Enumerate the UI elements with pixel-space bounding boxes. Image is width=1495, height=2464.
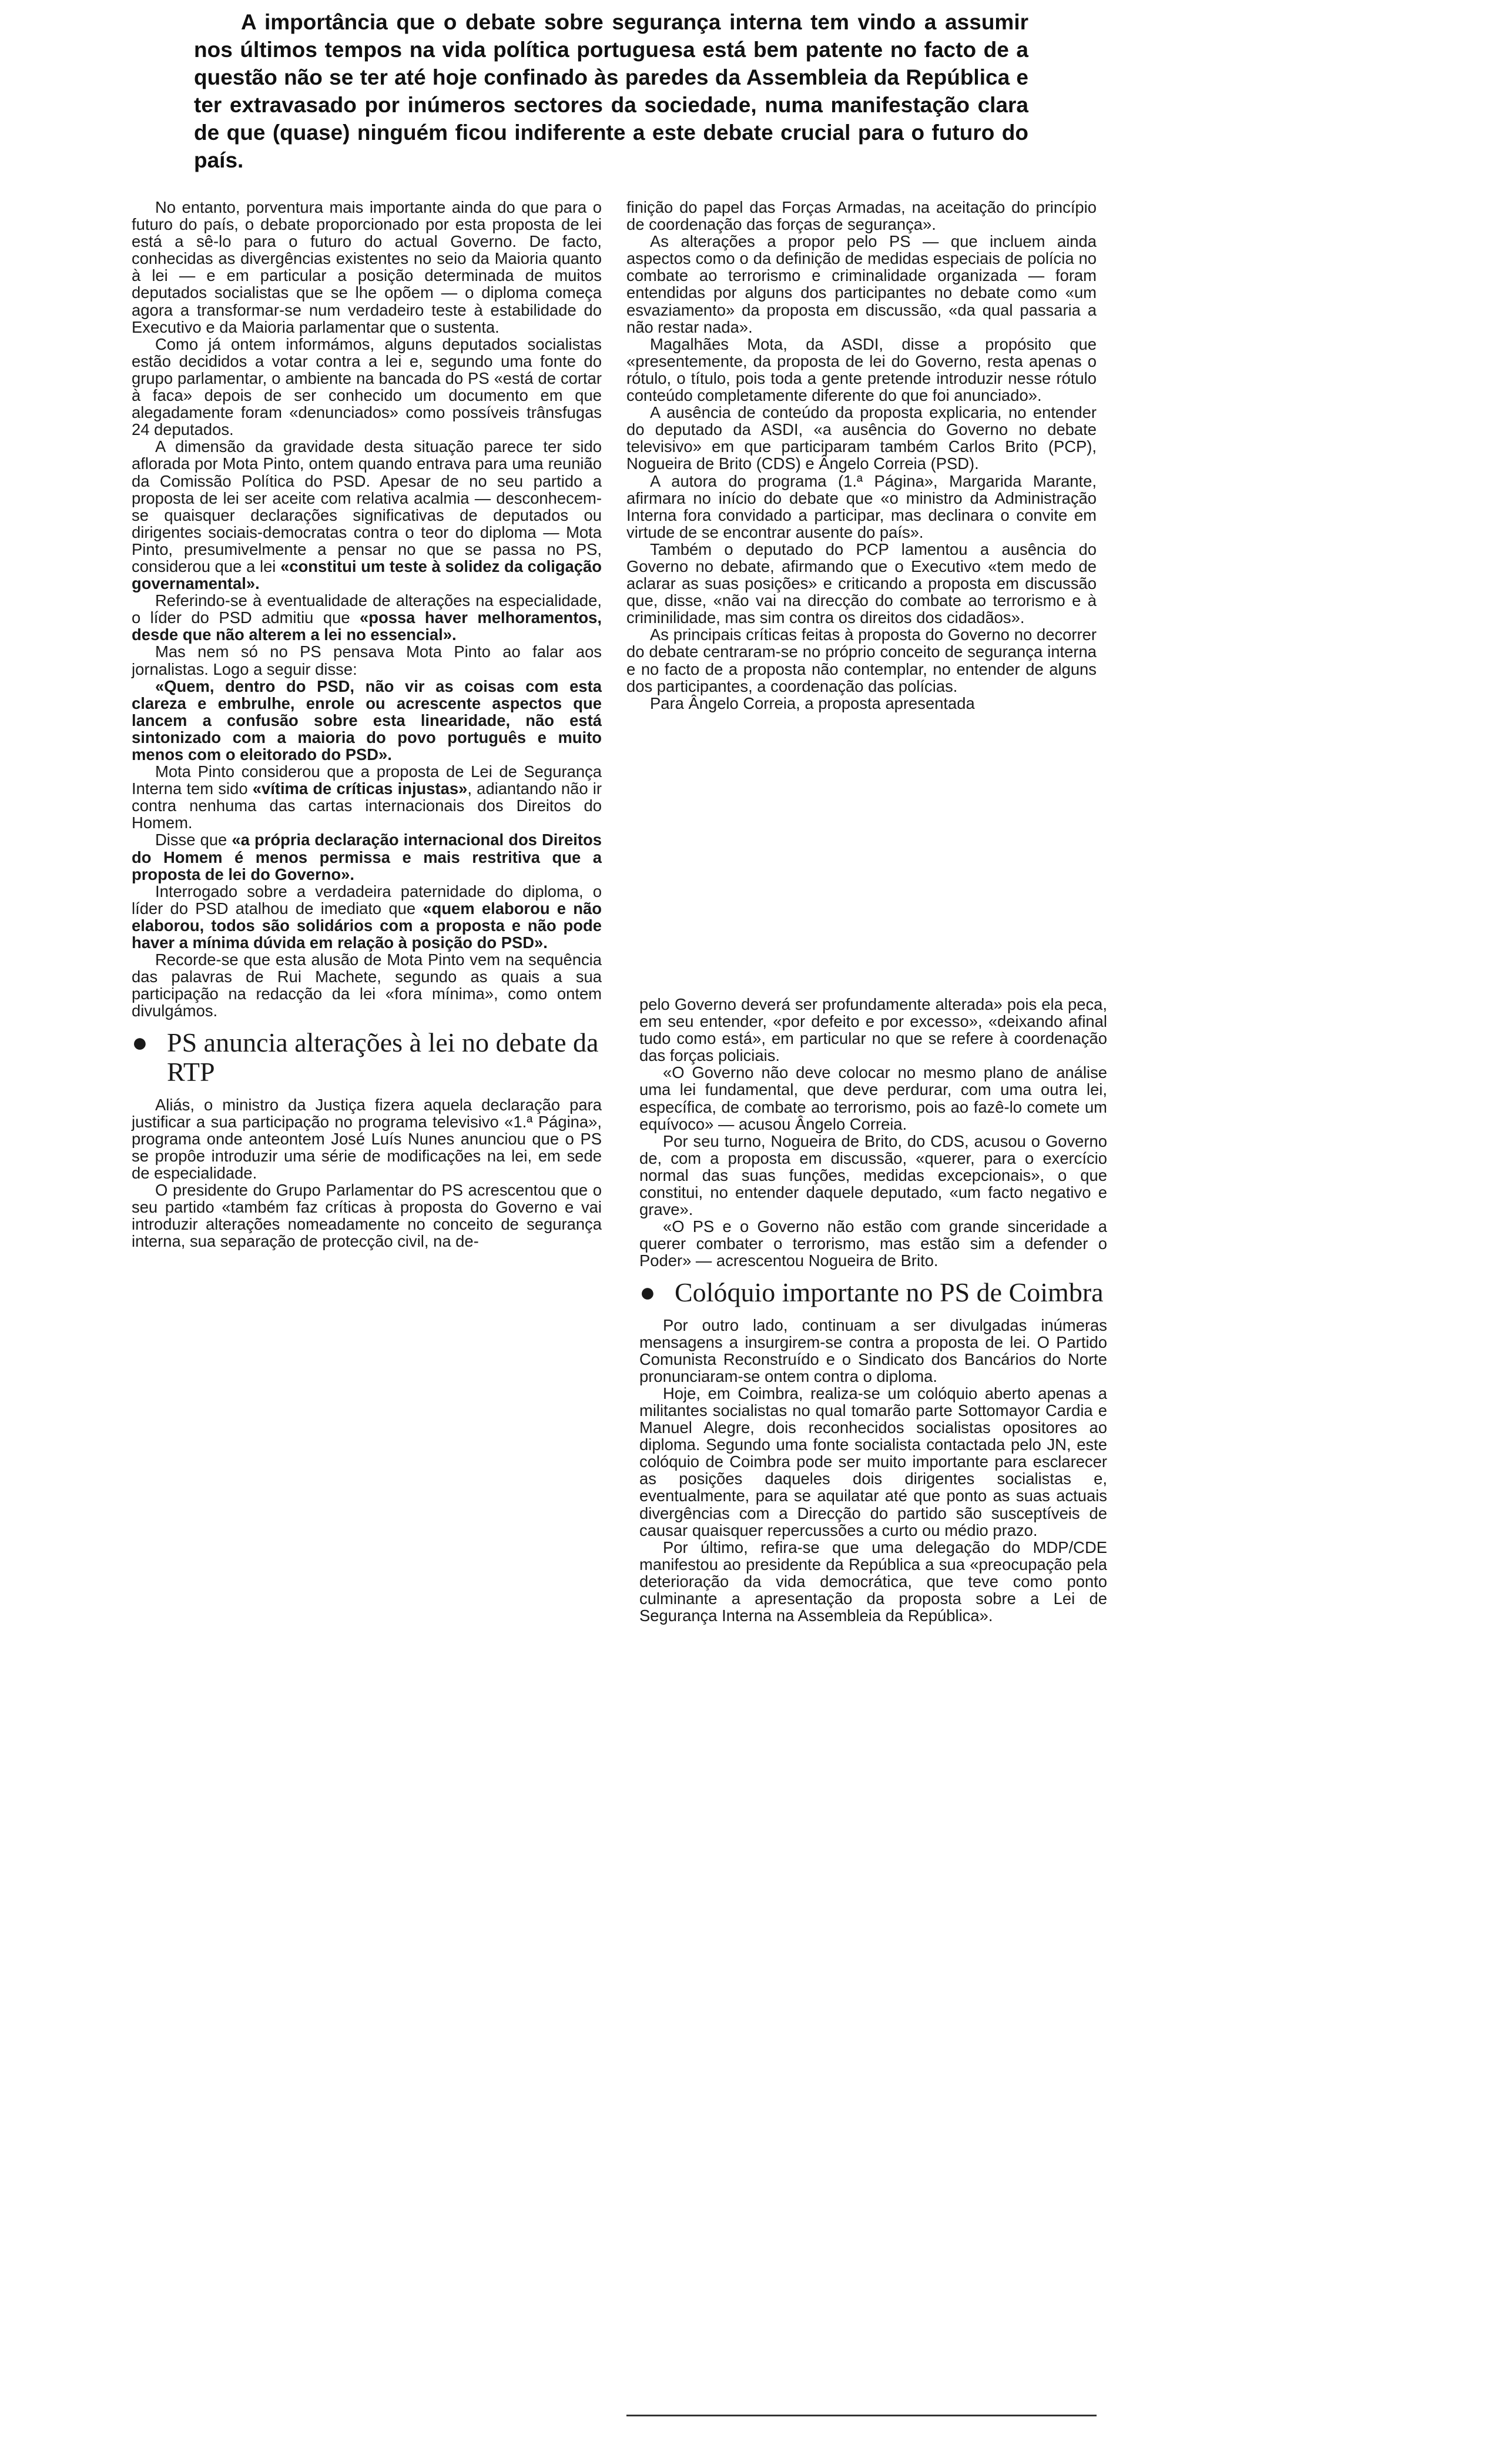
paragraph: «O PS e o Governo não estão com grande sinceridade a querer combater o terrorismo, mas estão sim a defender o Poder» — acrescentou Nogueira de Brito. bbox=[639, 1217, 1107, 1270]
paragraph: A ausência de conteúdo da proposta explicaria, no entender do deputado da ASDI, «a ausência do Governo no debate televisivo» em que participaram também Carlos Brito (PCP), Nogueira de Brito (CDS) e Ângelo Correia (PSD). bbox=[626, 403, 1097, 473]
paragraph bbox=[132, 438, 602, 592]
paragraph bbox=[132, 592, 602, 643]
bold-quote: «constitui um teste à solidez da coligação governamental». bbox=[132, 557, 602, 593]
paragraph bbox=[132, 883, 602, 951]
paragraph: «O Governo não deve colocar no mesmo plano de análise uma lei fundamental, que deve perdurar, com uma outra lei, específica, de combate ao terrorismo, pois ao fazê-lo comete um equívoco» — acusou Ângelo Correia. bbox=[639, 1063, 1107, 1133]
paragraph bbox=[132, 678, 602, 763]
text: , adiantando não ir contra nenhuma das cartas internacionais dos Direitos do Homem. bbox=[132, 779, 602, 832]
paragraph: pelo Governo deverá ser profundamente alterada» pois ela peca, em seu entender, «por defeito e por excesso», «deixando afinal tudo como está», em particular no que se refere à coordenação das forças policiais. bbox=[639, 995, 1107, 1065]
text: Interrogado sobre a verdadeira paternidade do diploma, o líder do PSD atalhou de imediato que bbox=[132, 882, 602, 918]
paragraph: Hoje, em Coimbra, realiza-se um colóquio aberto apenas a militantes socialistas no qual tomarão parte Sottomayor Cardia e Manuel Alegre, dois reconhecidos socialistas opositores ao diploma. Segundo uma fonte socialista contactada pelo JN, este colóquio de Coimbra pode ser muito importante para esclarecer as posições daqueles dois dirigentes socialistas e, eventualmente, para se aquilatar até que ponto as suas actuais divergências com a Direcção do partido são susceptíveis de causar quaisquer repercussões a curto ou médio prazo. bbox=[639, 1384, 1107, 1539]
text: Mota Pinto considerou que a proposta de Lei de Segurança Interna tem sido bbox=[132, 762, 602, 798]
subheading-text: PS anuncia alterações à lei no debate da RTP bbox=[167, 1027, 599, 1087]
bold-quote: «quem elaborou e não elaborou, todos são solidários com a proposta e não pode haver a mínima dúvida em relação à posição do PSD». bbox=[132, 899, 602, 952]
paragraph: Por outro lado, continuam a ser divulgadas inúmeras mensagens a insurgirem-se contra a proposta de lei. O Partido Comunista Reconstruído e o Sindicato dos Bancários do Norte pronunciaram-se ontem contra o diploma. bbox=[639, 1315, 1107, 1385]
article-column-right-bottom bbox=[639, 996, 1107, 1624]
paragraph: A autora do programa (1.ª Página», Margarida Marante, afirmara no início do debate que «o ministro da Administração Interna fora convidado a participar, mas declinara o convite em virtude de se encontrar ausente do país». bbox=[626, 471, 1097, 541]
bold-quote: «possa haver melhoramentos, desde que não alterem a lei no essencial». bbox=[132, 608, 602, 644]
article-column-left bbox=[132, 199, 602, 1250]
bullet-icon: ● bbox=[132, 1027, 148, 1057]
text: Referindo-se à eventualidade de alterações na especialidade, o líder do PSD admitiu que bbox=[132, 591, 602, 627]
paragraph: finição do papel das Forças Armadas, na aceitação do princípio de coordenação das forças de segurança». bbox=[626, 198, 1097, 234]
bottom-rule bbox=[626, 2415, 1097, 2416]
subheading-text: Colóquio importante no PS de Coimbra bbox=[675, 1277, 1104, 1307]
article-column-right-top bbox=[626, 199, 1097, 712]
paragraph bbox=[132, 831, 602, 882]
paragraph: No entanto, porventura mais importante ainda do que para o futuro do país, o debate proporcionado por esta proposta de lei está a sê-lo para o futuro do actual Governo. De facto, conhecidas as divergências existentes no seio da Maioria quanto à lei — e em particular a posição determinada de muitos deputados socialistas que se lhe opõem — o diploma começa agora a transformar-se num verdadeiro teste à estabilidade do Executivo e da Maioria parlamentar que o sustenta. bbox=[132, 198, 602, 336]
paragraph: O presidente do Grupo Parlamentar do PS acrescentou que o seu partido «também faz críticas à proposta do Governo e vai introduzir alterações nomeadamente no conceito de segurança interna, sua separação de protecção civil, na de- bbox=[132, 1180, 602, 1251]
paragraph: Por seu turno, Nogueira de Brito, do CDS, acusou o Governo de, com a proposta em discussão, «querer, para o exercício normal das suas funções, medidas excepcionais», o que constitui, no entender daquele deputado, «um facto negativo e grave». bbox=[639, 1131, 1107, 1219]
paragraph: As principais críticas feitas à proposta do Governo no decorrer do debate centraram-se no próprio conceito de segurança interna e no facto de a proposta não contemplar, no entender de alguns dos participantes, a coordenação das polícias. bbox=[626, 625, 1097, 695]
paragraph: Magalhães Mota, da ASDI, disse a propósito que «presentemente, da proposta de lei do Governo, resta apenas o rótulo, o título, pois toda a gente pretende introduzir nesse rótulo conteúdo completamente diferente do que foi anunciado». bbox=[626, 334, 1097, 405]
bold-quote: «a própria declaração internacional dos Direitos do Homem é menos permissa e mais restritiva que a proposta de lei do Governo». bbox=[132, 831, 602, 883]
paragraph: Aliás, o ministro da Justiça fizera aquela declaração para justificar a sua participação no programa televisivo «1.ª Página», programa onde anteontem José Luís Nunes anunciou que o PS se propôe introduzir uma série de modificações na lei, em sede de especialidade. bbox=[132, 1095, 602, 1182]
lead-paragraph: A importância que o debate sobre segurança interna tem vindo a assumir nos últimos tempos na vida política portuguesa está bem patente no facto de a questão não se ter até hoje confinado às paredes da Assembleia da República e ter extravasado por inúmeros sectores da sociedade, numa manifestação clara de que (quase) ninguém ficou indiferente a este debate crucial para o futuro do país. bbox=[194, 10, 1028, 172]
bullet-icon: ● bbox=[639, 1277, 656, 1307]
paragraph: Mas nem só no PS pensava Mota Pinto ao falar aos jornalistas. Logo a seguir disse: bbox=[132, 642, 602, 678]
paragraph: Também o deputado do PCP lamentou a ausência do Governo no debate, afirmando que o Executivo «tem medo de aclarar as suas posições» e criticando a proposta em discussão que, disse, «não vai na direcção do combate ao terrorismo e à criminilidade, mas sim contra os direitos dos cidadãos». bbox=[626, 540, 1097, 627]
paragraph bbox=[132, 763, 602, 831]
paragraph: As alterações a propor pelo PS — que incluem ainda aspectos como o da definição de medidas especiais de polícia no combate ao terrorismo e criminalidade organizada — foram entendidas por alguns dos participantes no debate como «um esvaziamento» da proposta em discussão, «da qual passaria a não restar nada». bbox=[626, 232, 1097, 336]
paragraph: Para Ângelo Correia, a proposta apresentada bbox=[650, 694, 975, 712]
paragraph: Por último, refira-se que uma delegação do MDP/CDE manifestou ao presidente da República a sua «preocupação pela deterioração da vida democrática, que teve como ponto culminante a apresentação da proposta sobre a Lei de Segurança Interna na Assembleia da República». bbox=[639, 1538, 1107, 1625]
paragraph: Recorde-se que esta alusão de Mota Pinto vem na sequência das palavras de Rui Machete, segundo as quais a sua participação na redacção da lei «fora mínima», como ontem divulgámos. bbox=[132, 950, 602, 1020]
paragraph: Como já ontem informámos, alguns deputados socialistas estão decididos a votar contra a lei e, segundo uma fonte do grupo parlamentar, o ambiente na bancada do PS «está de cortar à faca» depois de ser conhecido um documento em que alegadamente foram «denunciados» como possíveis trânsfugas 24 deputados. bbox=[132, 334, 602, 439]
text: A dimensão da gravidade desta situação parece ter sido aflorada por Mota Pinto, ontem quando entrava para uma reunião da Comissão Política do PSD. Apesar de no seu partido a proposta de lei ser aceite com relativa acalmia — desconhecem-se quaisquer declarações significativas de deputados ou dirigentes sociais-democratas contra o teor do diploma — Mota Pinto, presumivelmente a pensar no que se passa no PS, considerou que a lei bbox=[132, 437, 602, 575]
subheading-coloquio bbox=[639, 1278, 1107, 1307]
bold-quote: «Quem, dentro do PSD, não vir as coisas com esta clareza e embrulhe, enrole ou acrescente aspectos que lancem a confusão sobre esta linearidade, não está sintonizado com a maioria do povo português e muito menos com o eleitorado do PSD». bbox=[132, 677, 602, 764]
subheading-ps-anuncia bbox=[132, 1028, 602, 1087]
text: Disse que bbox=[155, 831, 227, 849]
bold-quote: «vítima de críticas injustas» bbox=[252, 779, 468, 798]
